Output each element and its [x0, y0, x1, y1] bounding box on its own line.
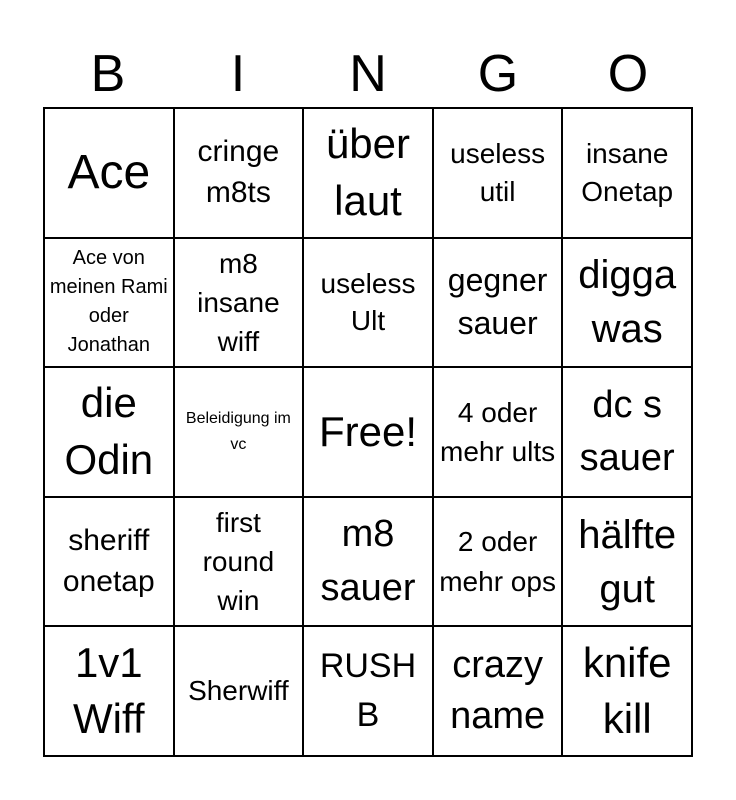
bingo-cell-2-1[interactable] [44, 238, 174, 368]
cell-text: m8 sauer [320, 513, 416, 609]
bingo-cell-3-2[interactable] [174, 367, 304, 497]
header-letter-b: B [90, 45, 126, 103]
cell-text: gegner sauer [447, 262, 548, 342]
cell-text: Beleidigung im vc [185, 410, 291, 453]
cell-text: Sherwiff [188, 675, 289, 707]
bingo-cell-3-3[interactable] [303, 367, 433, 497]
bingo-cell-5-5[interactable] [562, 626, 692, 756]
bingo-cell-1-4[interactable] [433, 108, 563, 238]
cell-text: first round win [202, 506, 275, 617]
cell-text: useless util [450, 138, 546, 207]
bingo-cell-4-1[interactable] [44, 497, 174, 627]
cell-text: digga was [578, 253, 677, 352]
cell-text: crazy name [450, 643, 546, 738]
bingo-cell-5-2[interactable] [174, 626, 304, 756]
bingo-cell-2-3[interactable] [303, 238, 433, 368]
bingo-cell-1-3[interactable] [303, 108, 433, 238]
cell-text: dc s sauer [579, 383, 675, 479]
bingo-cell-4-3[interactable] [303, 497, 433, 627]
cell-text: die Odin [64, 379, 154, 483]
cell-text: cringe m8ts [197, 135, 280, 209]
bingo-header [43, 40, 693, 108]
bingo-cell-4-4[interactable] [433, 497, 563, 627]
cell-text: insane Onetap [581, 138, 674, 207]
bingo-cell-3-5[interactable] [562, 367, 692, 497]
cell-text: 2 oder mehr ops [439, 526, 556, 597]
cell-text: 4 oder mehr ults [440, 396, 556, 467]
cell-text: über laut [325, 120, 411, 224]
bingo-cell-4-5[interactable] [562, 497, 692, 627]
bingo-cell-2-2[interactable] [174, 238, 304, 368]
cell-text: Free! [318, 407, 417, 455]
cell-text: Ace von meinen Rami oder Jonathan [49, 247, 168, 357]
bingo-cell-1-1[interactable] [44, 108, 174, 238]
cell-text: sheriff onetap [62, 524, 155, 598]
bingo-cell-2-5[interactable] [562, 238, 692, 368]
header-letter-o: O [607, 45, 649, 103]
header-letter-i: I [230, 45, 246, 103]
cell-text: knife kill [582, 638, 672, 743]
bingo-cell-3-1[interactable] [44, 367, 174, 497]
bingo-cell-3-4[interactable] [433, 367, 563, 497]
bingo-cell-5-1[interactable] [44, 626, 174, 756]
bingo-cell-2-4[interactable] [433, 238, 563, 368]
cell-text: useless Ult [320, 267, 416, 337]
header-letter-n: N [349, 45, 387, 103]
cell-text: hälfte gut [578, 512, 677, 611]
bingo-cell-5-3[interactable] [303, 626, 433, 756]
cell-text: m8 insane wiff [197, 247, 280, 357]
cell-text: 1v1 Wiff [73, 638, 145, 743]
bingo-cell-4-2[interactable] [174, 497, 304, 627]
cell-text: Ace [67, 146, 151, 199]
header-letter-g: G [477, 45, 519, 103]
bingo-cell-1-5[interactable] [562, 108, 692, 238]
bingo-cell-5-4[interactable] [433, 626, 563, 756]
bingo-cell-1-2[interactable] [174, 108, 304, 238]
bingo-card [43, 107, 693, 757]
cell-text: RUSH B [319, 646, 417, 735]
